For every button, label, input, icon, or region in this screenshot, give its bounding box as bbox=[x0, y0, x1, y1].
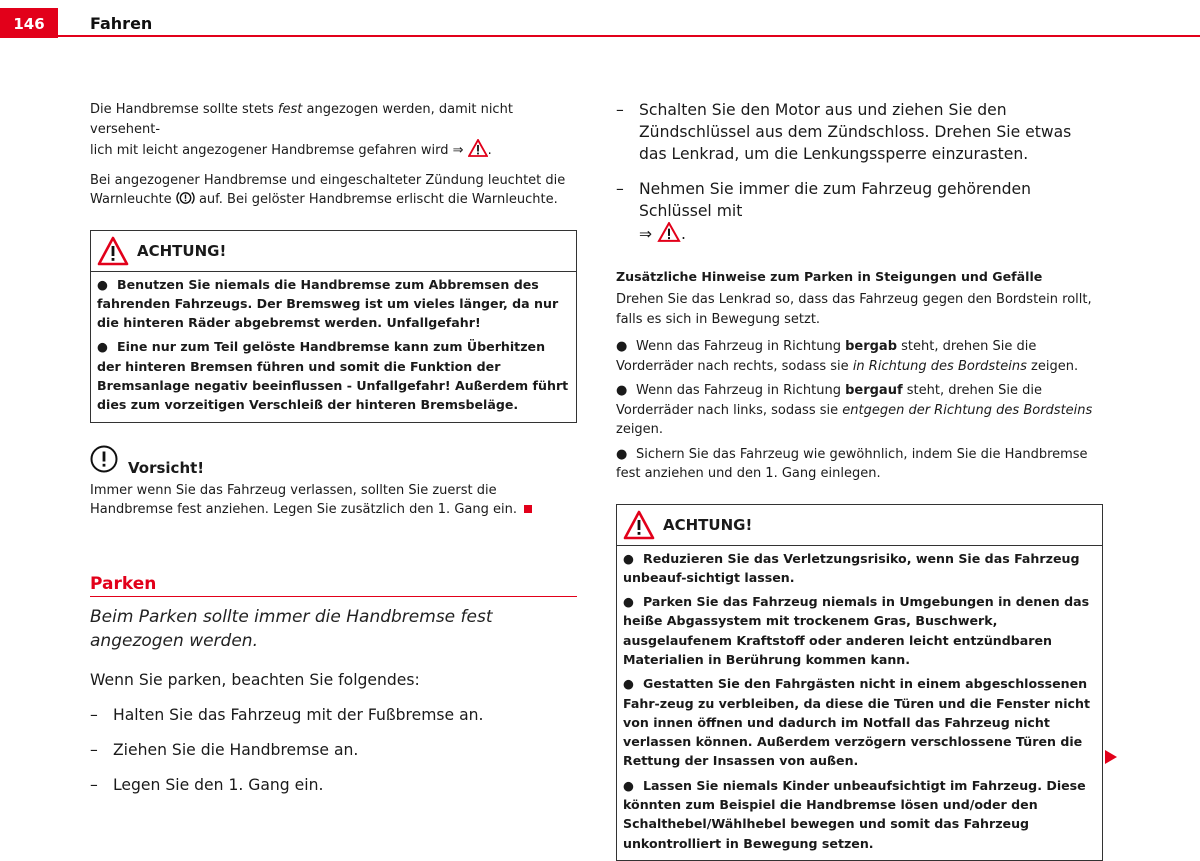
chapter-title: Fahren bbox=[90, 14, 153, 33]
page-header bbox=[0, 0, 1200, 40]
warning-box-handbrake bbox=[90, 230, 577, 423]
parking-step: – Schalten Sie den Motor aus und ziehen Sie den Zündschlüssel aus dem Zündschloss. Drehen Sie etwas das Lenkrad, um die Lenkungssperre einzurasten. bbox=[616, 101, 1072, 163]
parking-step: – Nehmen Sie immer die zum Fahrzeug gehörenden Schlüssel mit ⇒ . bbox=[616, 180, 1031, 243]
left-column bbox=[90, 100, 577, 796]
warning-bullet: ● Gestatten Sie den Fahrgästen nicht in einem abgeschlossenen Fahr-zeug zu verbleiben, da diese die Türen und die Fenster nicht von innen öffnen und dadurch im Notfall das Fahrzeug nicht verlassen können. Außerdem verzögern verschlossene Türen die Rettung der Insassen von außen. bbox=[623, 676, 1091, 769]
caution-note bbox=[90, 445, 577, 520]
slope-intro: Drehen Sie das Lenkrad so, dass das Fahrzeug gegen den Bordstein rollt, falls es sich in Bewegung setzt. bbox=[616, 292, 1092, 327]
warning-bullet: ● Reduzieren Sie das Verletzungsrisiko, wenn Sie das Fahrzeug unbeauf-sichtigt lassen. bbox=[623, 550, 1080, 585]
parking-step: – Legen Sie den 1. Gang ein. bbox=[90, 775, 324, 794]
parking-step: – Ziehen Sie die Handbremse an. bbox=[90, 740, 359, 759]
right-column bbox=[616, 99, 1103, 861]
warning-box-title: ACHTUNG! bbox=[663, 515, 753, 534]
brake-warning-lamp-icon bbox=[176, 190, 195, 206]
slope-bullet-uphill: ● Wenn das Fahrzeug in Richtung bergauf steht, drehen Sie die Vorderräder nach links, sodass sie entgegen der Richtung des Bordsteins zeigen. bbox=[616, 383, 1093, 437]
warning-box-title: ACHTUNG! bbox=[137, 241, 227, 260]
subsection-title: Zusätzliche Hinweise zum Parken in Steigungen und Gefälle bbox=[616, 269, 1043, 284]
page-number: 146 bbox=[0, 8, 58, 38]
warning-box-header bbox=[617, 505, 1102, 546]
caution-title: Vorsicht! bbox=[128, 458, 205, 477]
warning-box-parking bbox=[616, 504, 1103, 861]
warning-bullet: ● Benutzen Sie niemals die Handbremse zum Abbremsen des fahrenden Fahrzeugs. Der Bremsweg ist um vieles länger, da nur die hinteren Räder abgebremst werden. Unfallgefahr! bbox=[97, 276, 559, 331]
parking-intro: Wenn Sie parken, beachten Sie folgendes: bbox=[90, 670, 420, 689]
caution-header bbox=[90, 445, 577, 477]
warning-lamp-paragraph: Bei angezogener Handbremse und eingeschalteter Zündung leuchtet die Warnleuchte auf. Bei gelöster Handbremse erlischt die Warnleuchte. bbox=[90, 172, 566, 207]
section-lead: Beim Parken sollte immer die Handbremse fest angezogen werden. bbox=[90, 606, 493, 651]
warning-bullet: ● Eine nur zum Teil gelöste Handbremse kann zum Überhitzen der hinteren Bremsen führen und somit die Funktion der Bremsanlage negativ beeinflussen - Unfallgefahr! Außerdem führt dies zum vorzeitigen Verschleiß der hinteren Bremsbeläge. bbox=[97, 339, 569, 413]
parking-step: – Halten Sie das Fahrzeug mit der Fußbremse an. bbox=[90, 705, 484, 724]
warning-box-body bbox=[617, 546, 1102, 860]
header-rule bbox=[58, 35, 1200, 37]
handbrake-paragraph: Die Handbremse sollte stets fest angezogen werden, damit nicht versehent- lich mit leicht angezogener Handbremse gefahren wird ⇒ . bbox=[90, 102, 513, 158]
warning-bullet: ● Lassen Sie niemals Kinder unbeaufsichtigt im Fahrzeug. Diese könnten zum Beispiel die Handbremse lösen und/oder den Schalthebel/Wählhebel bewegen und somit das Fahrzeug unkontrolliert in Bewegung setzen. bbox=[623, 777, 1086, 851]
warning-triangle-icon bbox=[623, 510, 655, 540]
warning-triangle-icon bbox=[97, 236, 129, 266]
warning-triangle-icon bbox=[657, 222, 681, 242]
next-page-arrow-icon bbox=[1105, 750, 1117, 764]
warning-box-body bbox=[91, 272, 576, 422]
warning-triangle-icon bbox=[468, 139, 488, 157]
end-square-icon bbox=[524, 505, 532, 513]
warning-box-header bbox=[91, 231, 576, 272]
slope-bullet-secure: ● Sichern Sie das Fahrzeug wie gewöhnlich, indem Sie die Handbremse fest anziehen und den 1. Gang einlegen. bbox=[616, 446, 1088, 481]
slope-bullet-downhill: ● Wenn das Fahrzeug in Richtung bergab steht, drehen Sie die Vorderräder nach rechts, sodass sie in Richtung des Bordsteins zeigen. bbox=[616, 339, 1079, 374]
warning-bullet: ● Parken Sie das Fahrzeug niemals in Umgebungen in denen das heiße Abgassystem mit trockenem Gras, Buschwerk, ausgelaufenem Kraftstoff oder anderen leicht entzündbaren Materialien in Berührung kommen kann. bbox=[623, 594, 1090, 667]
section-title: Parken bbox=[90, 574, 577, 597]
caution-text: Immer wenn Sie das Fahrzeug verlassen, sollten Sie zuerst die Handbremse fest anziehen. Legen Sie zusätzlich den 1. Gang ein. bbox=[90, 481, 577, 520]
caution-icon bbox=[90, 445, 118, 473]
